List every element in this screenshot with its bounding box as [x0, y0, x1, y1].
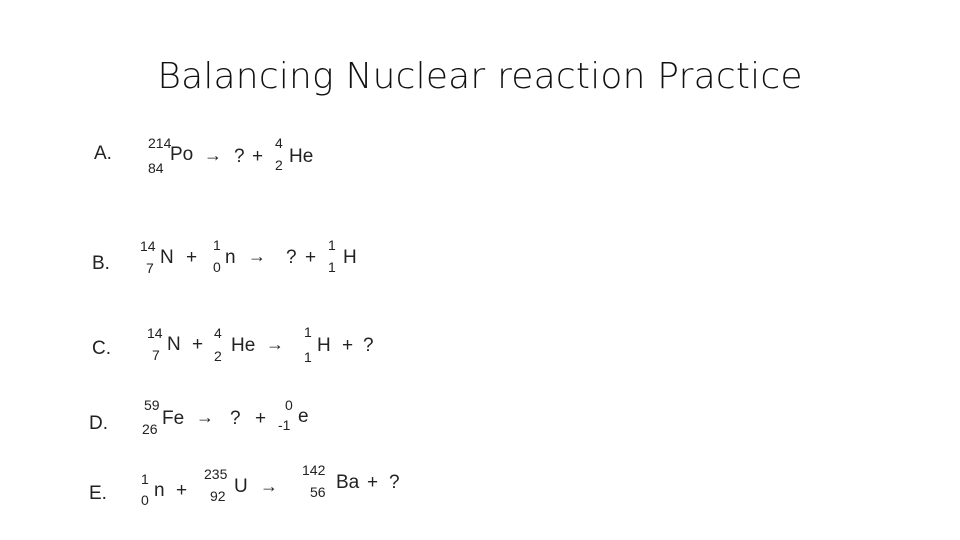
- mass-number: 14: [147, 325, 163, 341]
- element-symbol: He: [231, 335, 256, 356]
- atomic-number: -1: [278, 417, 291, 433]
- problem-a: [88, 135, 388, 183]
- atomic-number: 1: [304, 349, 312, 365]
- mass-number: 1: [213, 237, 221, 253]
- plus-sign: +: [176, 480, 188, 501]
- unknown-product: ?: [230, 408, 241, 429]
- reaction-arrow: →: [204, 145, 222, 165]
- atomic-number: 56: [310, 484, 326, 500]
- atomic-number: 2: [214, 348, 222, 364]
- problem-e: [88, 462, 428, 514]
- mass-number: 59: [144, 397, 160, 413]
- atomic-number: 0: [141, 492, 149, 508]
- mass-number: 214: [148, 135, 172, 151]
- mass-number: 142: [302, 462, 326, 478]
- atomic-number: 7: [152, 347, 160, 363]
- reaction-arrow: →: [196, 407, 214, 427]
- problem-d: [88, 397, 388, 445]
- atomic-number: 26: [142, 421, 158, 437]
- plus-sign: +: [192, 334, 204, 355]
- atomic-number: 0: [213, 259, 221, 275]
- atomic-number: 1: [328, 259, 336, 275]
- unknown-product: ?: [363, 335, 374, 356]
- unknown-product: ?: [286, 247, 297, 268]
- problem-label: A.: [94, 143, 112, 164]
- mass-number: 14: [140, 238, 156, 254]
- atomic-number: 2: [275, 157, 283, 173]
- mass-number: 1: [141, 471, 149, 487]
- element-symbol: He: [289, 146, 314, 167]
- element-symbol: Ba: [336, 472, 360, 493]
- mass-number: 0: [285, 397, 293, 413]
- page-title: Balancing Nuclear reaction Practice: [157, 56, 803, 97]
- reaction-arrow: →: [248, 246, 266, 266]
- mass-number: 1: [328, 237, 336, 253]
- element-symbol: Po: [170, 144, 194, 165]
- unknown-product: ?: [389, 472, 400, 493]
- element-symbol: H: [317, 335, 331, 356]
- element-symbol: n: [225, 247, 236, 268]
- unknown-product: ?: [234, 146, 245, 167]
- element-symbol: Fe: [162, 408, 185, 429]
- mass-number: 235: [204, 466, 228, 482]
- atomic-number: 84: [148, 160, 164, 176]
- element-symbol: H: [343, 247, 357, 268]
- plus-sign: +: [255, 408, 267, 429]
- problem-c: [88, 324, 388, 372]
- plus-sign: +: [252, 146, 264, 167]
- plus-sign: +: [342, 335, 354, 356]
- mass-number: 4: [275, 135, 283, 151]
- problem-label: E.: [89, 483, 107, 504]
- element-symbol: e: [298, 406, 309, 427]
- plus-sign: +: [186, 247, 198, 268]
- atomic-number: 7: [146, 260, 154, 276]
- element-symbol: U: [234, 476, 248, 497]
- plus-sign: +: [367, 472, 379, 493]
- element-symbol: n: [154, 480, 165, 501]
- mass-number: 4: [214, 325, 222, 341]
- reaction-arrow: →: [260, 476, 278, 496]
- problem-label: D.: [89, 413, 108, 434]
- reaction-arrow: →: [266, 334, 284, 354]
- problem-label: B.: [92, 253, 110, 274]
- element-symbol: N: [167, 334, 181, 355]
- problem-label: C.: [92, 338, 111, 359]
- element-symbol: N: [160, 247, 174, 268]
- mass-number: 1: [304, 324, 312, 340]
- problem-b: [88, 236, 388, 284]
- plus-sign: +: [305, 247, 317, 268]
- atomic-number: 92: [210, 488, 226, 504]
